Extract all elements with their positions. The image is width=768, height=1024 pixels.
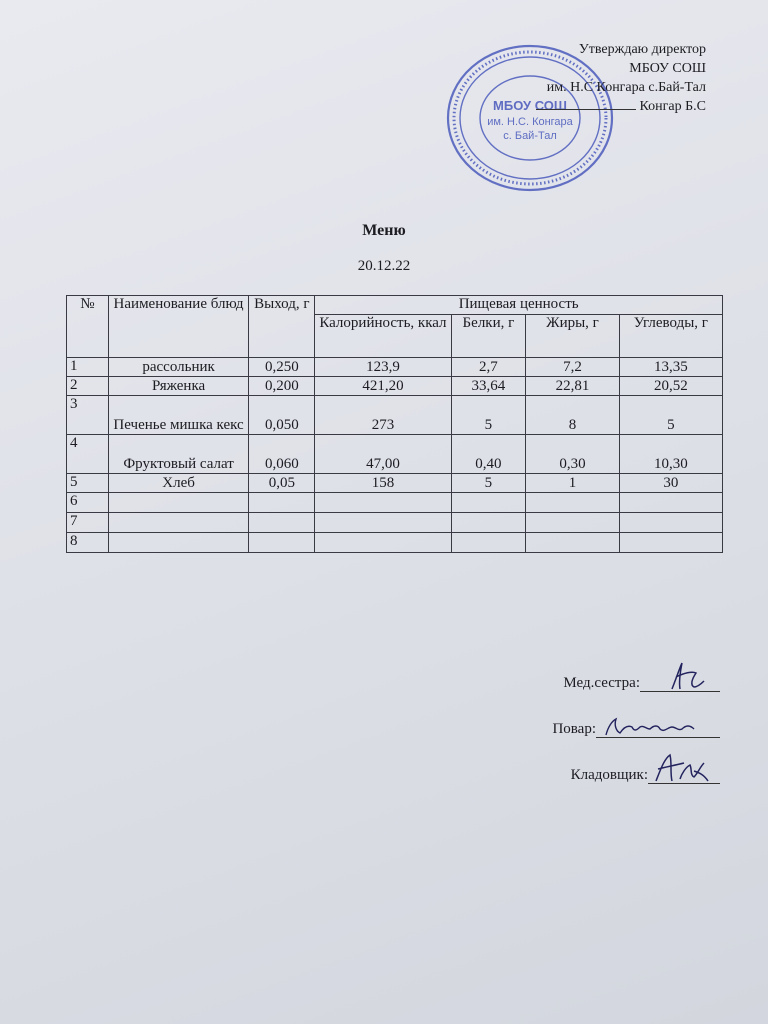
row-carbs: 10,30: [619, 435, 722, 474]
row-carbs: [619, 493, 722, 513]
approval-signature-blank: [536, 109, 636, 110]
header-output: Выход, г: [249, 296, 315, 358]
header-calories: Калорийность, ккал: [315, 315, 451, 358]
row-fats: 8: [526, 396, 619, 435]
signature-cook-label: Повар:: [552, 721, 596, 737]
row-output: [249, 493, 315, 513]
row-fats: [526, 513, 619, 533]
row-fats: [526, 493, 619, 513]
row-fats: 1: [526, 474, 619, 493]
nurse-signature-mark: [642, 659, 718, 693]
row-carbs: [619, 513, 722, 533]
table-row: [67, 435, 723, 474]
row-proteins: 2,7: [451, 358, 526, 377]
stamp-line1: МБОУ СОШ: [493, 98, 567, 113]
row-proteins: [451, 493, 526, 513]
row-calories: [315, 513, 451, 533]
row-name: Ряженка: [108, 377, 249, 396]
row-output: 0,200: [249, 377, 315, 396]
table-row: [67, 513, 723, 533]
approval-block: [536, 40, 706, 116]
row-name: [108, 513, 249, 533]
row-fats: [526, 533, 619, 553]
row-carbs: 5: [619, 396, 722, 435]
signature-nurse-label: Мед.сестра:: [563, 675, 640, 691]
row-proteins: 33,64: [451, 377, 526, 396]
row-name: [108, 493, 249, 513]
row-calories: 158: [315, 474, 451, 493]
table-row: [67, 396, 723, 435]
row-carbs: 30: [619, 474, 722, 493]
signature-cook: [552, 716, 720, 738]
row-num: 4: [67, 435, 109, 474]
storekeeper-signature-mark: [650, 751, 714, 785]
row-output: [249, 533, 315, 553]
row-num: 2: [67, 377, 109, 396]
menu-table: [66, 295, 723, 553]
row-fats: 0,30: [526, 435, 619, 474]
row-name: Печенье мишка кекс: [108, 396, 249, 435]
row-fats: 22,81: [526, 377, 619, 396]
row-proteins: 5: [451, 396, 526, 435]
table-header-row: [67, 296, 723, 315]
approval-line1: Утверждаю директор: [578, 42, 706, 57]
row-output: 0,05: [249, 474, 315, 493]
approval-line4: Конгар Б.С: [639, 99, 706, 114]
row-proteins: 5: [451, 474, 526, 493]
stamp-line3: с. Бай-Тал: [503, 130, 557, 142]
header-proteins: Белки, г: [451, 315, 526, 358]
row-output: 0,050: [249, 396, 315, 435]
row-num: 1: [67, 358, 109, 377]
row-fats: 7,2: [526, 358, 619, 377]
signature-nurse-line: [640, 671, 720, 692]
signature-nurse: [552, 670, 720, 692]
row-proteins: [451, 533, 526, 553]
signature-cook-line: [596, 717, 720, 738]
row-num: 5: [67, 474, 109, 493]
row-name: [108, 533, 249, 553]
row-name: Хлеб: [108, 474, 249, 493]
row-calories: 123,9: [315, 358, 451, 377]
row-proteins: [451, 513, 526, 533]
cook-signature-mark: [598, 713, 708, 739]
row-num: 8: [67, 533, 109, 553]
row-carbs: [619, 533, 722, 553]
signature-storekeeper-label: Кладовщик:: [570, 767, 648, 783]
row-num: 7: [67, 513, 109, 533]
row-name: Фруктовый салат: [108, 435, 249, 474]
row-proteins: 0,40: [451, 435, 526, 474]
table-row: [67, 533, 723, 553]
signature-storekeeper-line: [648, 763, 720, 784]
page-title: Меню: [362, 222, 406, 239]
table-row: [67, 493, 723, 513]
row-name: рассольник: [108, 358, 249, 377]
row-carbs: 13,35: [619, 358, 722, 377]
signature-storekeeper: [552, 762, 720, 784]
row-num: 6: [67, 493, 109, 513]
table-row: [67, 358, 723, 377]
approval-line2: МБОУ СОШ: [629, 61, 706, 76]
row-calories: 421,20: [315, 377, 451, 396]
row-calories: [315, 493, 451, 513]
row-calories: 273: [315, 396, 451, 435]
row-num: 3: [67, 396, 109, 435]
approval-line3: им. Н.С Конгара с.Бай-Тал: [546, 80, 706, 95]
table-row: [67, 377, 723, 396]
header-name: Наименование блюд: [108, 296, 249, 358]
header-num: №: [67, 296, 109, 358]
menu-date: 20.12.22: [357, 258, 411, 274]
stamp-line2: им. Н.С. Конгара: [487, 116, 573, 128]
header-carbs: Углеводы, г: [619, 315, 722, 358]
row-output: 0,250: [249, 358, 315, 377]
header-fats: Жиры, г: [526, 315, 619, 358]
row-output: 0,060: [249, 435, 315, 474]
header-nutrition: Пищевая ценность: [315, 296, 723, 315]
signatures-block: [552, 670, 720, 808]
row-output: [249, 513, 315, 533]
row-calories: [315, 533, 451, 553]
approval-line4-wrap: [536, 97, 706, 116]
row-calories: 47,00: [315, 435, 451, 474]
table-row: [67, 474, 723, 493]
row-carbs: 20,52: [619, 377, 722, 396]
